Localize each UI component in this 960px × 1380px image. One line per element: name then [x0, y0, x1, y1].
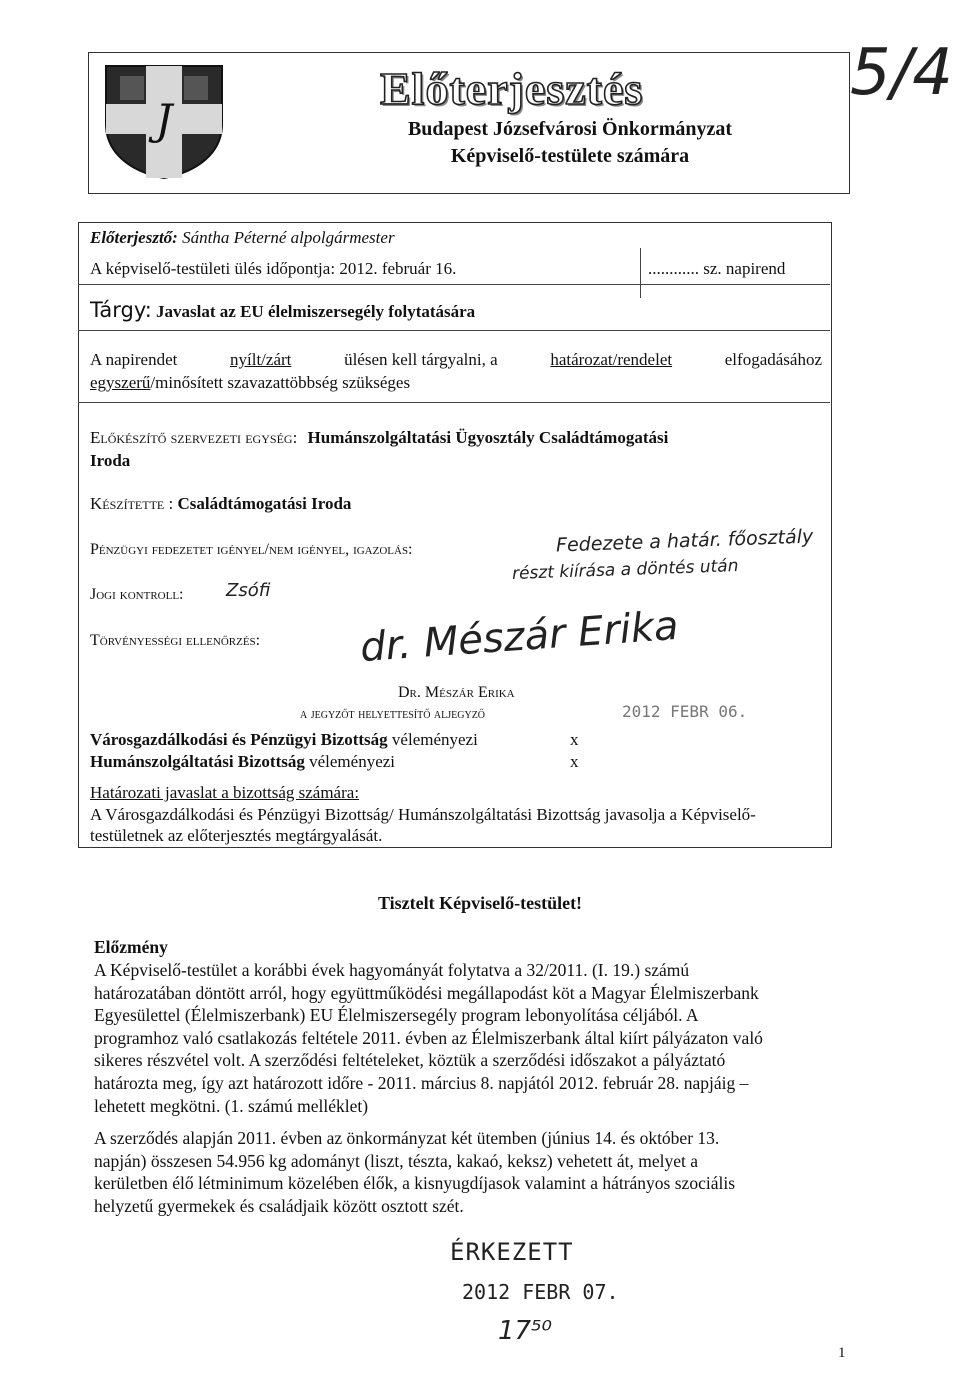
divider	[78, 402, 830, 403]
recipient-line-1: Budapest Józsefvárosi Önkormányzat	[407, 118, 733, 140]
paragraph-line: A Képviselő-testület a korábbi évek hagyományát folytatva a 32/2011. (I. 19.) számú	[94, 960, 690, 980]
paragraph-line: sikeres részvétel volt. A szerződési feltételeket, köztük a szerződési időszakot a pályáztató	[94, 1050, 726, 1071]
committee-1-name: Városgazdálkodási és Pénzügyi Bizottság	[90, 730, 388, 749]
paragraph-line: programhoz való csatlakozás feltétele 2011. évben az Élelmiszerbank által kiírt pályázaton való	[94, 1027, 763, 1048]
session-text-b: ülésen kell tárgyalni, a	[344, 350, 498, 369]
session-majority: egyszerű	[90, 373, 151, 392]
handwritten-page-reference: 5/4	[850, 36, 953, 110]
session-text-c: elfogadásához	[724, 350, 822, 369]
svg-text:J: J	[155, 95, 173, 144]
prepared-by-row	[90, 494, 351, 514]
salutation: Tisztelt Képviselő-testület!	[377, 893, 583, 913]
divider	[78, 330, 830, 331]
finance-handwriting-2: részt kiírása a döntés után	[511, 556, 739, 584]
agenda-dots: ............	[648, 259, 699, 278]
committee-1-suffix: véleményezi	[391, 730, 478, 749]
document-title: Előterjesztés	[380, 63, 644, 114]
presenter-value: Sántha Péterné alpolgármester	[182, 228, 395, 247]
coat-of-arms-icon	[100, 62, 228, 180]
finance-handwriting-1: Fedezete a határ. főosztály	[555, 525, 814, 557]
paragraph-line: helyzetű gyermekek és családjaik között osztott szét.	[94, 1195, 464, 1216]
presenter-label: Előterjesztő:	[90, 228, 178, 247]
committee-2-mark: x	[570, 752, 579, 771]
legality-label: Törvényességi ellenőrzés:	[90, 632, 261, 649]
meeting-label: A képviselő-testületi ülés időpontja:	[90, 259, 336, 278]
subject-value: Javaslat az EU élelmiszersegély folytatására	[156, 302, 476, 321]
legal-handwriting: Zsófi	[226, 580, 271, 601]
agenda-suffix: sz. napirend	[703, 259, 786, 278]
divider	[78, 284, 830, 285]
subject-row	[90, 298, 475, 322]
paragraph-2	[94, 1127, 854, 1217]
agenda-divider	[640, 248, 641, 298]
legal-label: Jogi kontroll:	[90, 586, 184, 603]
meeting-row	[90, 259, 456, 279]
committee-1	[90, 730, 478, 750]
committee-2-name: Humánszolgáltatási Bizottság	[90, 752, 305, 771]
paragraph-line: A szerződés alapján 2011. évben az önkormányzat két ütemben (június 14. és október 13.	[94, 1128, 720, 1148]
paragraph-line: határozta meg, így azt határozott időre - 2011. március 8. napjától 2012. február 28. napjáig –	[94, 1072, 749, 1093]
committee-2-suffix: véleményezi	[309, 752, 396, 771]
received-stamp-date: 2012 FEBR 07.	[462, 1280, 619, 1304]
proposal-label: Határozati javaslat a bizottság számára:	[90, 783, 360, 802]
paragraph-line: Egyesülettel (Élelmiszerbank) EU Élelmiszersegély program lebonyolítása céljából. A	[94, 1005, 699, 1026]
session-row-1	[90, 350, 822, 370]
legality-signature: dr. Mészár Erika	[358, 602, 680, 672]
received-stamp-title: ÉRKEZETT	[450, 1238, 574, 1266]
meeting-date: 2012. február 16.	[339, 259, 457, 278]
page-number: 1	[838, 1345, 846, 1361]
prepared-by-value: Családtámogatási Iroda	[177, 494, 352, 513]
presenter-row	[90, 228, 395, 248]
paragraph-line: kerületben élő létminimum közelében élők, a kisnyugdíjasok valamint a hátrányos szociális	[94, 1173, 736, 1194]
session-text-a: A napirendet	[90, 350, 178, 369]
committee-1-mark: x	[570, 730, 579, 749]
paragraph-line: határozatában döntött arról, hogy együttműködési megállapodást köt a Magyar Élelmiszerbank	[94, 982, 759, 1003]
received-stamp-time: 17⁵⁰	[498, 1316, 552, 1346]
agenda-row	[648, 259, 785, 279]
prep-unit-value: Humánszolgáltatási Ügyosztály Családtámogatási	[307, 428, 669, 447]
session-resolution: határozat/rendelet	[550, 350, 673, 369]
subject-label: Tárgy:	[90, 298, 152, 322]
committee-2	[90, 752, 395, 772]
proposal-text-2: testületnek az előterjesztés megtárgyalását.	[90, 826, 383, 845]
session-text-2: /minősített szavazattöbbség szükséges	[150, 373, 411, 392]
session-row-2	[90, 373, 410, 393]
signer-title: a jegyzőt helyettesítő aljegyző	[300, 707, 486, 722]
prep-unit-value-2: Iroda	[90, 451, 131, 470]
signer-name: Dr. Mészár Erika	[398, 684, 515, 701]
finance-label: Pénzügyi fedezetet igényel/nem igényel, igazolás:	[90, 541, 413, 558]
prepared-by-label: Készítette :	[90, 494, 174, 513]
session-open-closed: nyílt/zárt	[230, 350, 292, 369]
proposal-text-1: A Városgazdálkodási és Pénzügyi Bizottság/ Humánszolgáltatási Bizottság javasolja a Képviselő-	[90, 805, 756, 824]
paragraph-line: lehetett megkötni. (1. számú melléklet)	[94, 1095, 369, 1116]
prep-unit-row	[90, 428, 668, 448]
section-title: Előzmény	[94, 937, 168, 957]
prep-unit-label: Előkészítő szervezeti egység:	[90, 428, 298, 447]
paragraph-1	[94, 959, 854, 1117]
date-stamp: 2012 FEBR 06.	[622, 702, 748, 721]
paragraph-line: napján) összesen 54.956 kg adományt (liszt, tészta, kakaó, keksz) vehetett át, melyet a	[94, 1150, 699, 1171]
recipient-line-2: Képviselő-testülete számára	[450, 145, 690, 167]
